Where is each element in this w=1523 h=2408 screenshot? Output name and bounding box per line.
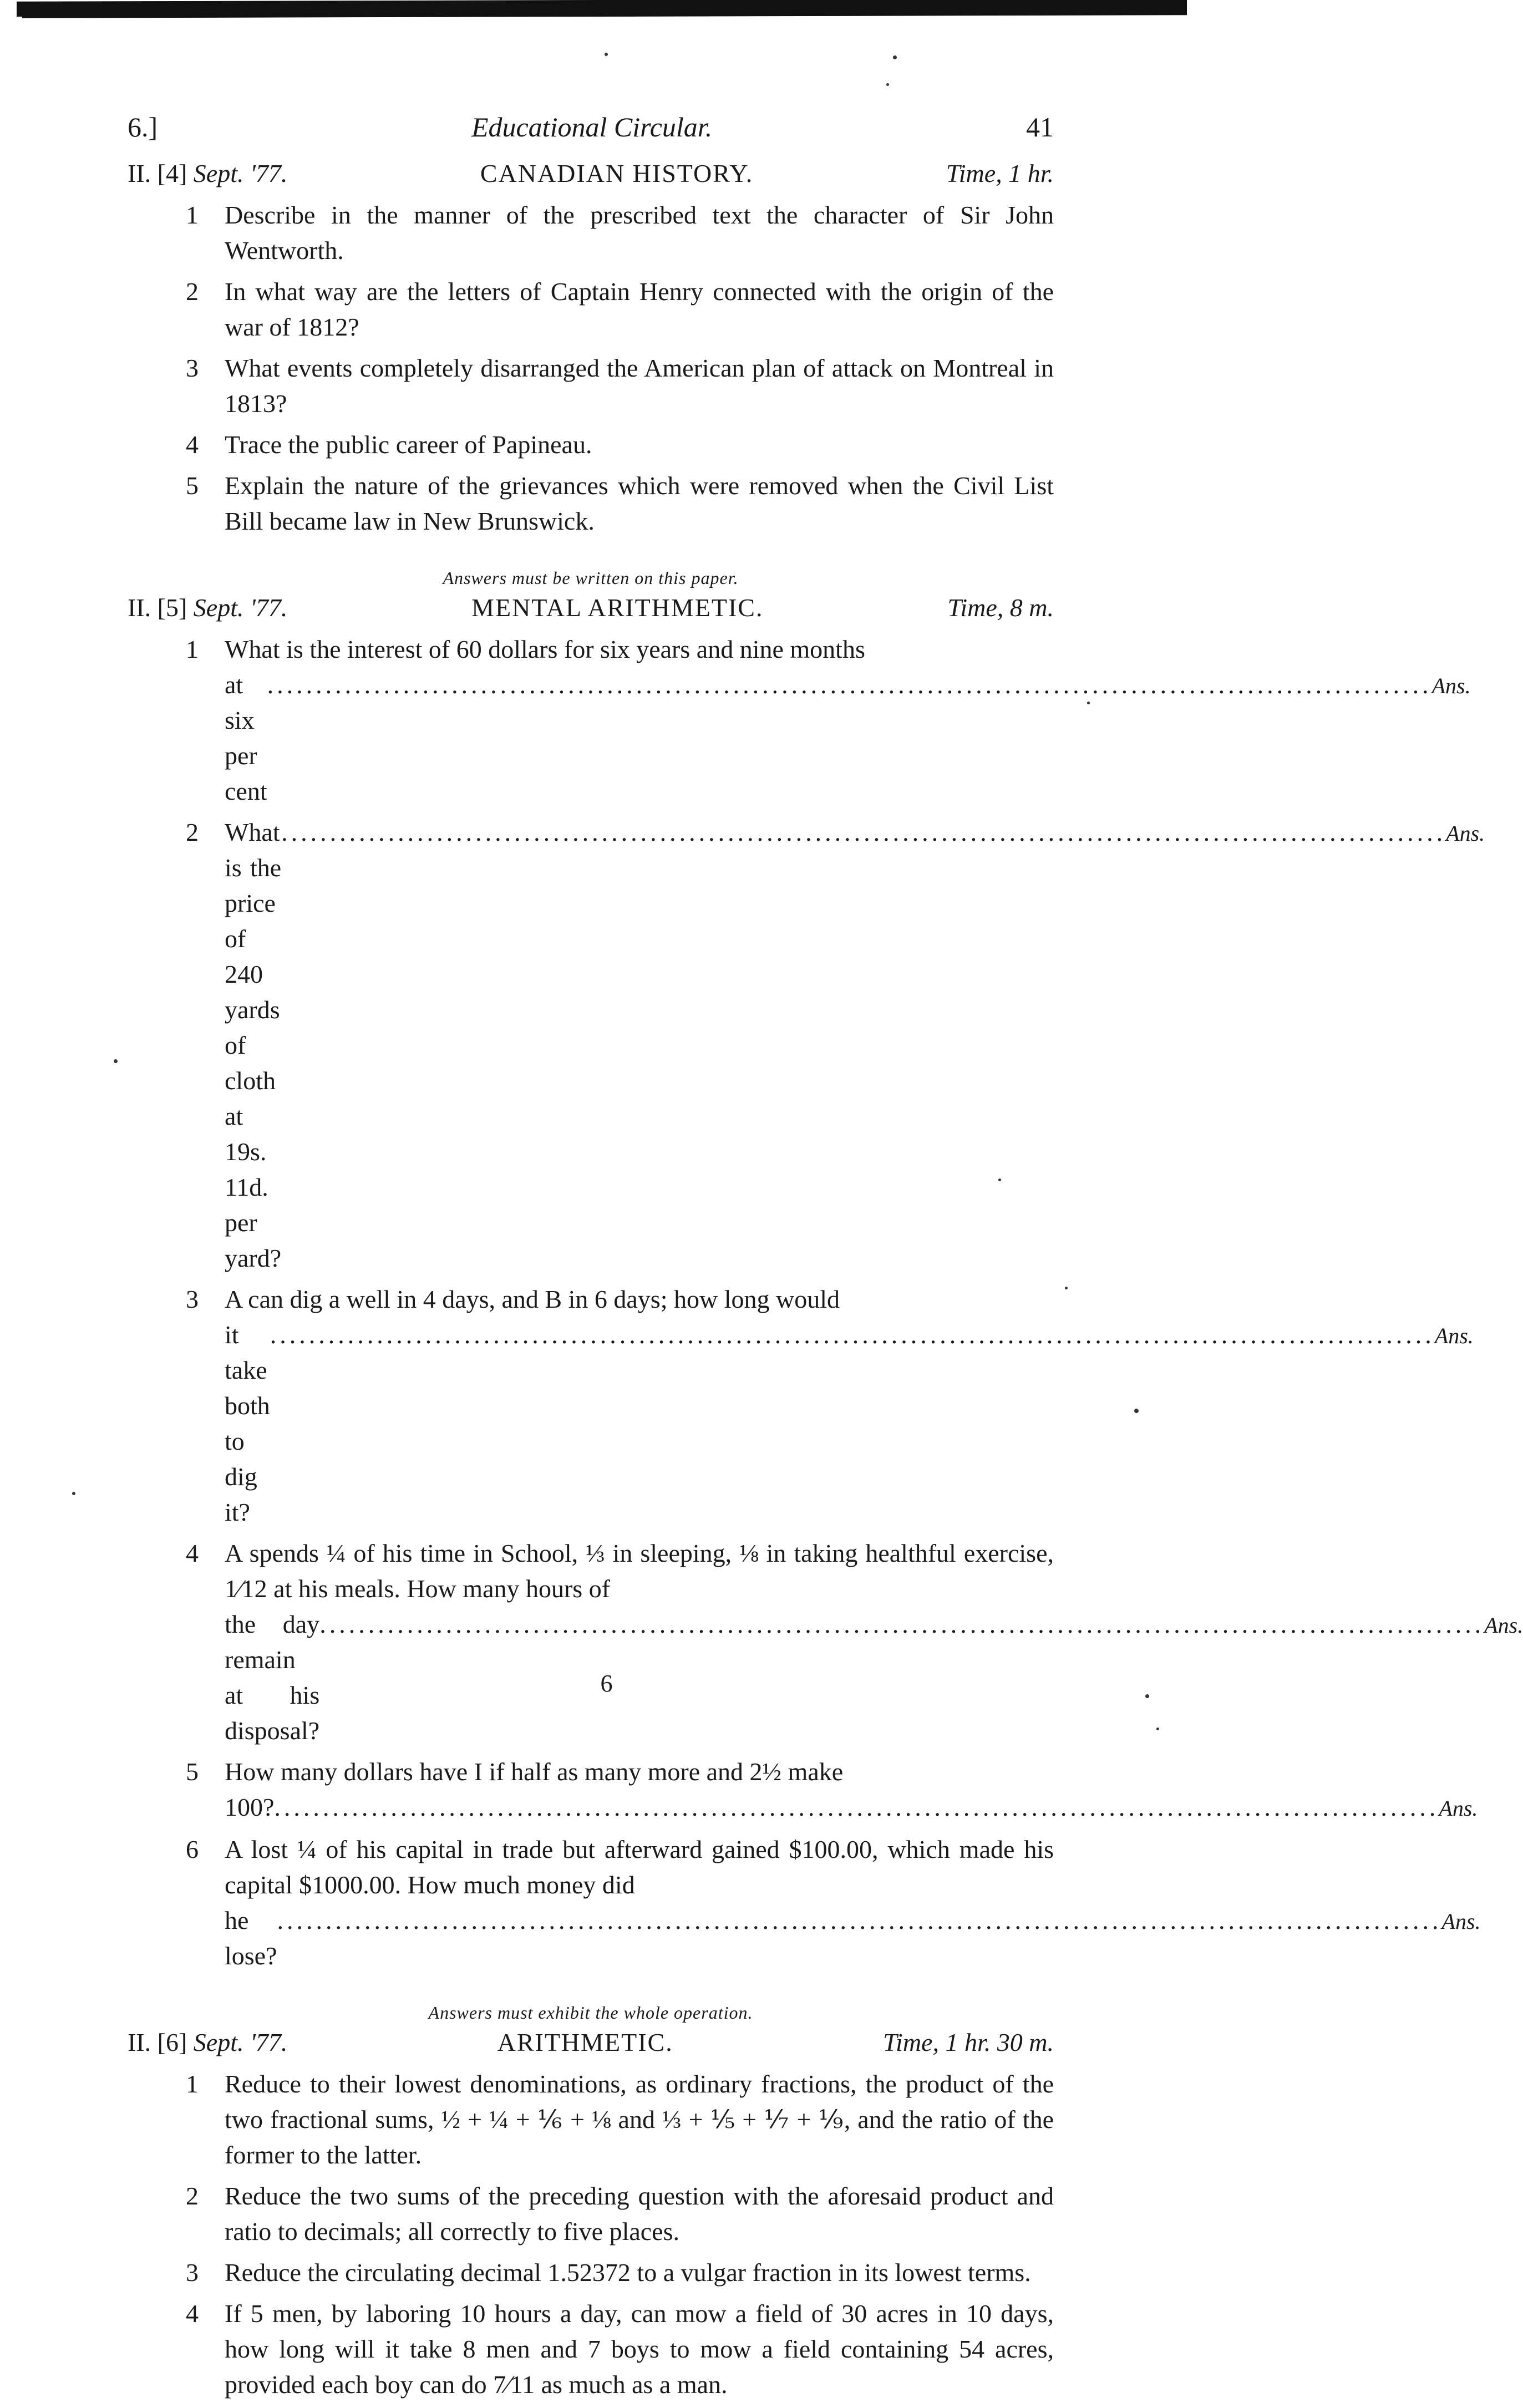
question-item <box>128 1832 1481 1974</box>
scan-speck <box>1065 1287 1068 1289</box>
signature-mark: 6 <box>600 1670 613 1697</box>
question-text: How many dollars have I if half as many more and 2½ make <box>225 1757 844 1786</box>
question-number: 3 <box>186 1285 199 1313</box>
scan-speck <box>72 1492 75 1495</box>
scan-speck <box>998 1178 1001 1181</box>
question-text-final-line: What is the price of 240 yards of cloth at 19s. 11d. per yard? <box>225 818 282 1272</box>
question-text: If 5 men, by laboring 10 hours a day, can mow a field of 30 acres in 10 days, how long will it take 8 men and 7 boys to mow a field containing 54 acres, provided each boy can do 7⁄11 as much as a man. <box>225 2299 1054 2399</box>
question-item <box>128 815 1485 1276</box>
question-text-final-line: at six per cent <box>225 670 267 805</box>
question-text: Describe in the manner of the prescribed text the character of Sir John Wentworth. <box>225 201 1054 265</box>
question-item <box>128 2178 1054 2249</box>
scan-speck <box>893 55 897 59</box>
scan-speck <box>605 53 608 56</box>
question-item <box>128 2255 1054 2290</box>
scan-speck <box>1087 702 1090 704</box>
question-item <box>128 632 1471 809</box>
question-text: In what way are the letters of Captain Henry connected with the origin of the war of 1812? <box>225 277 1054 341</box>
document-page <box>128 111 1523 2408</box>
question-list <box>128 632 1523 1974</box>
answer-leader-dots: ........................................................................................................................ <box>270 1320 1435 1349</box>
header-title: Educational Circular. <box>471 111 713 143</box>
section-heading <box>128 593 1054 632</box>
question-number: 1 <box>186 201 199 229</box>
question-text: A can dig a well in 4 days, and B in 6 days; how long would <box>225 1285 840 1313</box>
question-item <box>128 274 1054 345</box>
page-number: 41 <box>1026 111 1054 143</box>
answer-label: Ans. <box>1431 673 1471 698</box>
scan-speck <box>1156 1728 1159 1730</box>
answer-leader-dots: ........................................................................................................................ <box>274 1793 1439 1821</box>
question-text: What is the interest of 60 dollars for six years and nine months <box>225 635 865 663</box>
scan-speck <box>114 1059 118 1063</box>
question-text-final-line: it take both to dig it? <box>225 1320 270 1526</box>
question-text: Explain the nature of the grievances which were removed when the Civil List Bill became law in New Brunswick. <box>225 471 1054 535</box>
question-number: 3 <box>186 354 199 382</box>
question-item <box>128 427 1054 463</box>
section-title: MENTAL ARITHMETIC. <box>471 593 764 622</box>
section-heading <box>128 159 1054 197</box>
section-title: CANADIAN HISTORY. <box>480 159 754 187</box>
scan-speck <box>1134 1409 1139 1413</box>
question-number: 2 <box>186 277 199 306</box>
question-item <box>128 350 1054 421</box>
question-text: What events completely disarranged the American plan of attack on Montreal in 1813? <box>225 354 1054 418</box>
question-list <box>128 2066 1054 2402</box>
question-number: 4 <box>186 430 199 459</box>
question-item <box>128 1282 1474 1530</box>
question-list <box>128 197 1054 539</box>
answer-label: Ans. <box>1446 821 1485 846</box>
question-item <box>128 2296 1054 2402</box>
section-title: ARITHMETIC. <box>497 2028 673 2056</box>
answer-leader-dots: ........................................................................................................................ <box>267 670 1432 699</box>
question-number: 5 <box>186 471 199 500</box>
question-item <box>128 468 1054 539</box>
question-text-final-line: he lose? <box>225 1906 277 1970</box>
section-time: Time, 1 hr. 30 m. <box>883 2028 1054 2056</box>
answer-label: Ans. <box>1441 1909 1481 1934</box>
answer-leader-dots: ........................................................................................................................ <box>319 1610 1485 1638</box>
question-number: 5 <box>186 1757 199 1786</box>
answer-leader-dots: ........................................................................................................................ <box>277 1906 1442 1934</box>
scan-corner <box>0 17 22 39</box>
scan-top-border <box>17 0 1187 18</box>
question-text-final-line: 100? <box>225 1793 275 1821</box>
instruction-note: Answers must exhibit the whole operation. <box>428 2003 753 2023</box>
question-item <box>128 1754 1478 1826</box>
question-number: 2 <box>186 2182 199 2210</box>
section-time: Time, 8 m. <box>947 593 1054 622</box>
answer-label: Ans. <box>1439 1796 1478 1821</box>
question-text: A lost ¼ of his capital in trade but afterward gained $100.00, which made his capital $1000.00. How much money did <box>225 1835 1054 1899</box>
answer-label: Ans. <box>1434 1323 1474 1348</box>
scan-speck <box>1145 1694 1149 1698</box>
question-text: Reduce the circulating decimal 1.52372 to a vulgar fraction in its lowest terms. <box>225 2258 1031 2287</box>
section-heading <box>128 2028 1054 2066</box>
running-head <box>128 111 1054 155</box>
question-text: Reduce the two sums of the preceding question with the aforesaid product and ratio to decimals; all correctly to five places. <box>225 2182 1054 2246</box>
question-text: Trace the public career of Papineau. <box>225 430 592 459</box>
question-number: 6 <box>186 1835 199 1863</box>
question-item <box>128 197 1054 268</box>
question-text: Reduce to their lowest denominations, as ordinary fractions, the product of the two fractional sums, ½ + ¼ + ⅙ + ⅛ and ⅓ + ⅕ + ⅐ + ⅑, and the ratio of the former to the latter. <box>225 2070 1054 2169</box>
section-number: II. [5] Sept. '77. <box>128 593 288 622</box>
section-number: II. [4] Sept. '77. <box>128 159 288 187</box>
question-item <box>128 2066 1054 2173</box>
question-number: 1 <box>186 635 199 663</box>
section-time: Time, 1 hr. <box>946 159 1054 187</box>
scan-speck <box>886 83 889 86</box>
question-number: 1 <box>186 2070 199 2098</box>
question-item <box>128 1536 1523 1749</box>
section-number: II. [6] Sept. '77. <box>128 2028 288 2056</box>
question-text-final-line: the day remain at his disposal? <box>225 1610 320 1745</box>
answer-leader-dots: ........................................................................................................................ <box>281 818 1446 846</box>
question-text: A spends ¼ of his time in School, ⅓ in sleeping, ⅛ in taking healthful exercise, 1⁄12 at his meals. How many hours of <box>225 1539 1054 1603</box>
question-number: 2 <box>186 818 199 846</box>
question-number: 3 <box>186 2258 199 2287</box>
header-left: 6.] <box>128 111 158 143</box>
question-number: 4 <box>186 2299 199 2328</box>
question-number: 4 <box>186 1539 199 1567</box>
answer-label: Ans. <box>1484 1613 1523 1638</box>
instruction-note: Answers must be written on this paper. <box>443 568 739 588</box>
